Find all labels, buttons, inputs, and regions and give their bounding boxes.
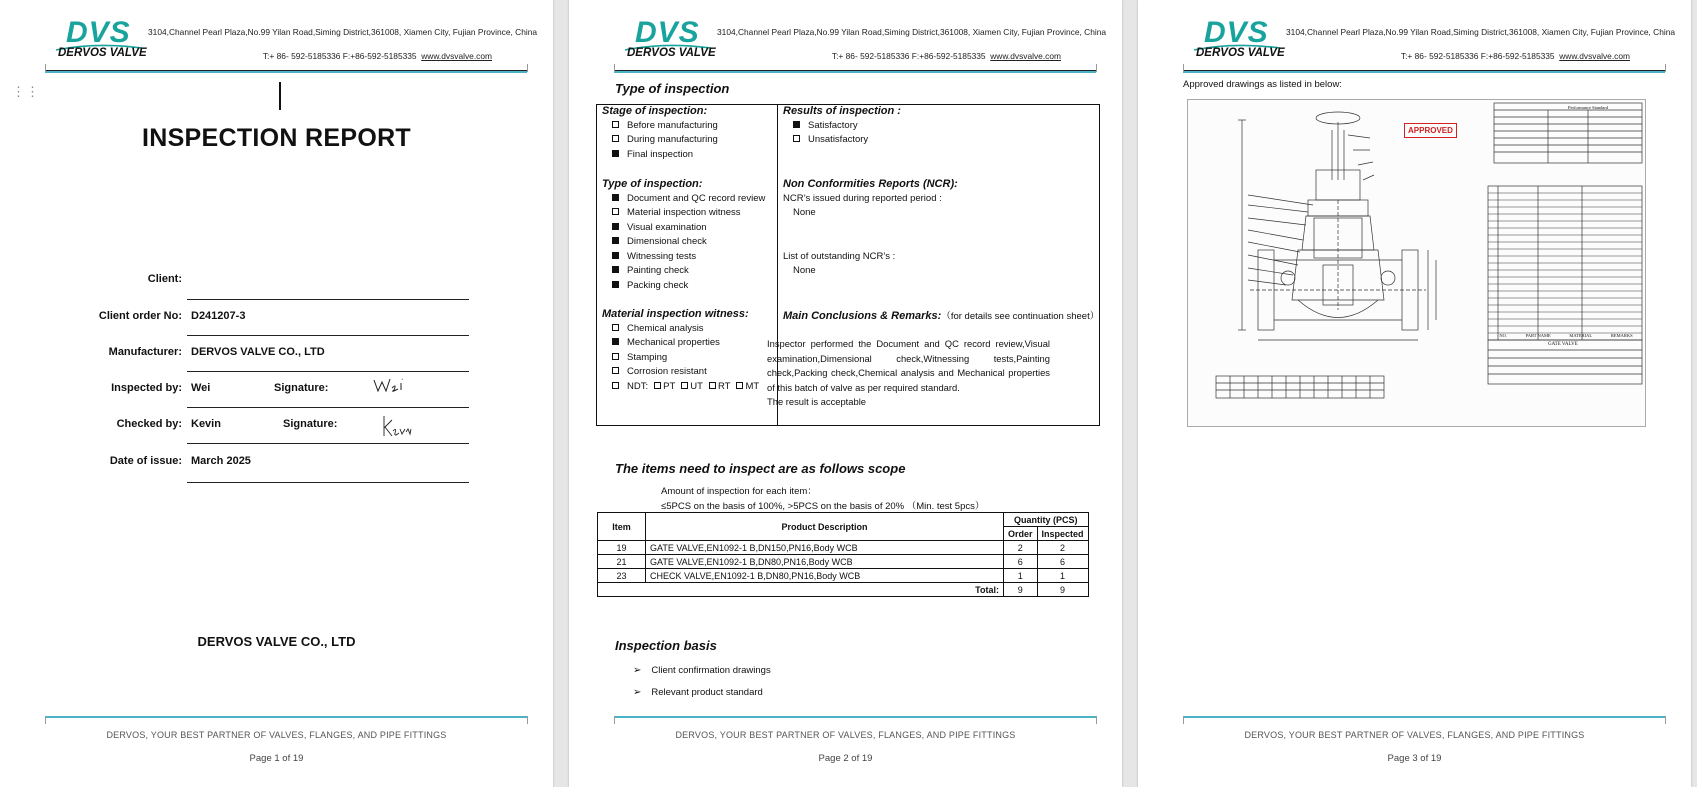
- margin-mark: [1096, 64, 1097, 72]
- margin-mark: [1183, 64, 1184, 72]
- ncr-outstanding-label: List of outstanding NCR’s :: [783, 251, 896, 262]
- ndt-option[interactable]: [612, 381, 759, 392]
- page-number: Page 3 of 19: [1387, 753, 1442, 764]
- margin-mark: [1665, 716, 1666, 724]
- field-underline: [187, 335, 469, 336]
- conclusion-result: The result is acceptable: [767, 396, 867, 407]
- checkbox-icon: [612, 353, 619, 360]
- checkbox-checked-icon: [612, 252, 619, 259]
- performance-table-title: Performance Standard: [1568, 105, 1609, 110]
- option-label: Stamping: [627, 352, 668, 363]
- footer-tagline: DERVOS, YOUR BEST PARTNER OF VALVES, FLANGES, AND PIPE FITTINGS: [675, 730, 1016, 740]
- checkbox-checked-icon: [793, 121, 800, 128]
- ncr-issued-label: NCR’s issued during reported period :: [783, 193, 942, 204]
- margin-mark: [1183, 716, 1184, 724]
- field-underline: [187, 482, 469, 483]
- checkbox-icon[interactable]: [681, 382, 688, 389]
- type-option[interactable]: [612, 265, 689, 276]
- total-order: 9: [1004, 583, 1038, 597]
- basis-text: Relevant product standard: [651, 687, 763, 698]
- page-number: Page 1 of 19: [249, 753, 304, 764]
- technical-drawing-image: [1188, 100, 1647, 428]
- material-option[interactable]: [612, 323, 704, 334]
- checkbox-icon: [612, 208, 619, 215]
- option-label: Material inspection witness: [627, 207, 741, 218]
- header-material: MATERIAL: [1569, 333, 1593, 338]
- checkbox-icon[interactable]: [709, 382, 716, 389]
- option-label: Chemical analysis: [627, 323, 704, 334]
- table-total-row: [598, 583, 1089, 597]
- type-heading: Type of inspection:: [602, 178, 703, 190]
- checkbox-icon: [793, 135, 800, 142]
- approved-stamp: APPROVED: [1404, 123, 1457, 138]
- manufacturer-label: Manufacturer:: [108, 346, 182, 358]
- header-remarks: REMARKS: [1610, 333, 1633, 338]
- checkbox-icon: [612, 324, 619, 331]
- parts-table-header: [1490, 333, 1642, 338]
- material-option[interactable]: [612, 337, 720, 348]
- date-value[interactable]: March 2025: [191, 455, 251, 467]
- field-underline: [187, 407, 469, 408]
- option-label: Painting check: [627, 265, 689, 276]
- order-value[interactable]: D241207-3: [191, 310, 246, 322]
- checkbox-checked-icon: [612, 223, 619, 230]
- page-2: [569, 0, 1122, 787]
- option-label: Before manufacturing: [627, 120, 718, 131]
- field-underline: [187, 299, 469, 300]
- cell-item: 21: [598, 555, 646, 569]
- total-inspected: 9: [1037, 583, 1088, 597]
- gate-valve-drawing[interactable]: [1187, 99, 1646, 427]
- header-address: 3104,Channel Pearl Plaza,No.99 Yilan Road,Siming District,361008, Xiamen City, Fujian Province, China: [1286, 27, 1676, 37]
- cell-description: GATE VALVE,EN1092-1 B,DN80,PN16,Body WCB: [646, 555, 1004, 569]
- cell-inspected: 2: [1037, 541, 1088, 555]
- logo-mark: DVS: [66, 16, 131, 49]
- checked-by-value[interactable]: Kevin: [191, 418, 221, 430]
- conclusion-body: [767, 337, 1050, 410]
- margin-mark: [1096, 716, 1097, 724]
- client-label: Client:: [147, 273, 182, 285]
- material-option[interactable]: [612, 366, 707, 377]
- website-link[interactable]: www.dvsvalve.com: [421, 51, 492, 61]
- manufacturer-value[interactable]: DERVOS VALVE CO., LTD: [191, 346, 325, 358]
- col-header-description: Product Description: [646, 513, 1004, 541]
- ncr-heading: Non Conformities Reports (NCR):: [783, 178, 958, 190]
- page-1: [0, 0, 553, 787]
- amount-line-2: ≤5PCS on the basis of 100%, >5PCS on the basis of 20% （Min. test 5pcs）: [661, 501, 985, 512]
- checkbox-checked-icon: [612, 338, 619, 345]
- type-option[interactable]: [612, 207, 741, 218]
- col-header-item: Item: [598, 513, 646, 541]
- checkbox-checked-icon: [612, 194, 619, 201]
- option-label: Packing check: [627, 280, 689, 291]
- checkbox-icon[interactable]: [654, 382, 661, 389]
- website-link[interactable]: www.dvsvalve.com: [1559, 51, 1630, 61]
- checkbox-icon: [612, 135, 619, 142]
- conclusion-title: Main Conclusions & Remarks:: [783, 310, 942, 322]
- margin-mark: [45, 716, 46, 724]
- cell-order: 1: [1004, 569, 1038, 583]
- material-heading: Material inspection witness:: [602, 308, 749, 320]
- signature-kevin: [380, 414, 416, 440]
- type-of-inspection-title: Type of inspection: [615, 81, 730, 96]
- table-row: [598, 555, 1089, 569]
- contact-phone: T:+ 86- 592-5185336 F:+86-592-5185335: [1400, 51, 1555, 61]
- results-heading: Results of inspection :: [783, 105, 901, 117]
- cell-item: 19: [598, 541, 646, 555]
- basis-text: Client confirmation drawings: [651, 665, 771, 676]
- option-label: Visual examination: [627, 222, 707, 233]
- cell-order: 6: [1004, 555, 1038, 569]
- type-option[interactable]: [612, 236, 707, 247]
- checkbox-icon[interactable]: [736, 382, 743, 389]
- type-option[interactable]: [612, 251, 696, 262]
- basis-item: [633, 687, 763, 698]
- ndt-mt-label: MT: [745, 381, 760, 392]
- arrow-bullet-icon: ➢: [633, 687, 642, 698]
- ndt-rt-label: RT: [717, 381, 731, 392]
- header-part-name: PART NAME: [1525, 333, 1551, 338]
- page-3: [1138, 0, 1691, 787]
- header-contact: [1401, 51, 1630, 61]
- header-no: NO.: [1499, 333, 1507, 338]
- header-rule: [614, 71, 1096, 73]
- scope-table: [597, 512, 1089, 597]
- cell-order: 2: [1004, 541, 1038, 555]
- field-underline: [187, 443, 469, 444]
- contact-phone: T:+ 86- 592-5185336 F:+86-592-5185335: [831, 51, 986, 61]
- header-contact: [263, 51, 492, 61]
- checkbox-checked-icon: [612, 150, 619, 157]
- footer-rule: [45, 716, 527, 718]
- option-label: Corrosion resistant: [627, 366, 707, 377]
- page-header: [0, 0, 553, 80]
- option-label: Mechanical properties: [627, 337, 720, 348]
- arrow-bullet-icon: ➢: [633, 665, 642, 676]
- material-option[interactable]: [612, 352, 667, 363]
- logo-mark: DVS: [1204, 16, 1269, 49]
- option-label: Document and QC record review: [627, 193, 766, 204]
- header-address: 3104,Channel Pearl Plaza,No.99 Yilan Road,Siming District,361008, Xiamen City, Fujian Province, China: [148, 27, 538, 37]
- cell-description: CHECK VALVE,EN1092-1 B,DN80,PN16,Body WCB: [646, 569, 1004, 583]
- header-contact: [832, 51, 1061, 61]
- cell-inspected: 1: [1037, 569, 1088, 583]
- checkbox-checked-icon: [612, 237, 619, 244]
- inspected-by-label: Inspected by:: [111, 382, 182, 394]
- conclusion-heading: [783, 308, 1099, 322]
- checked-by-label: Checked by:: [116, 418, 182, 430]
- type-option[interactable]: [612, 193, 765, 204]
- margin-mark: [614, 716, 615, 724]
- basis-item: [633, 665, 771, 676]
- table-row: [598, 569, 1089, 583]
- order-label: Client order No:: [98, 310, 182, 322]
- report-title: INSPECTION REPORT: [141, 124, 412, 152]
- option-label: Unsatisfactory: [808, 134, 869, 145]
- col-header-order: Order: [1004, 527, 1038, 541]
- contact-phone: T:+ 86- 592-5185336 F:+86-592-5185335: [262, 51, 417, 61]
- result-option[interactable]: [793, 134, 868, 145]
- footer-tagline: DERVOS, YOUR BEST PARTNER OF VALVES, FLANGES, AND PIPE FITTINGS: [1244, 730, 1585, 740]
- drag-handle-icon[interactable]: ⋮⋮: [12, 84, 40, 99]
- option-label: Witnessing tests: [627, 251, 697, 262]
- option-label: Final inspection: [627, 149, 694, 160]
- total-label: Total:: [598, 583, 1004, 597]
- company-logo: [625, 16, 716, 60]
- header-rule: [1183, 71, 1665, 73]
- margin-mark: [527, 64, 528, 72]
- approved-drawings-note: Approved drawings as listed in below:: [1183, 79, 1342, 90]
- col-header-quantity: Quantity (PCS): [1004, 513, 1089, 527]
- page-number: Page 2 of 19: [818, 753, 873, 764]
- stage-option[interactable]: [612, 120, 718, 131]
- ncr-issued-value: None: [793, 207, 816, 218]
- footer-tagline: DERVOS, YOUR BEST PARTNER OF VALVES, FLANGES, AND PIPE FITTINGS: [106, 730, 447, 740]
- checkbox-icon: [612, 367, 619, 374]
- drawing-title: GATE VALVE: [1548, 342, 1578, 347]
- stage-option[interactable]: [612, 149, 693, 160]
- website-link[interactable]: www.dvsvalve.com: [990, 51, 1061, 61]
- ndt-label: NDT:: [627, 381, 649, 392]
- ndt-pt-label: PT: [663, 381, 676, 392]
- checkbox-checked-icon: [612, 281, 619, 288]
- conclusion-text: Inspector performed the Document and QC record review,Visual examination,Dimensional check,Witnessing tests,Painting check,Packing check,Chemical analysis and Mechanical properties of this batch of valve as per required standard.: [767, 338, 1050, 393]
- signature-wei: [372, 374, 408, 396]
- result-option[interactable]: [793, 120, 858, 131]
- scope-title: The items need to inspect are as follows scope: [615, 461, 906, 476]
- logo-text: DERVOS VALVE: [627, 47, 716, 59]
- logo-text: DERVOS VALVE: [1196, 47, 1285, 59]
- option-label: Dimensional check: [627, 236, 707, 247]
- option-label: During manufacturing: [627, 134, 718, 145]
- margin-mark: [527, 716, 528, 724]
- ndt-ut-label: UT: [690, 381, 703, 392]
- basis-title: Inspection basis: [615, 638, 717, 653]
- option-label: Satisfactory: [808, 120, 858, 131]
- text-cursor: [279, 82, 281, 110]
- cell-description: GATE VALVE,EN1092-1 B,DN150,PN16,Body WCB: [646, 541, 1004, 555]
- footer-rule: [1183, 716, 1665, 718]
- table-row: [598, 541, 1089, 555]
- signature-label: Signature:: [274, 382, 329, 394]
- company-logo: [56, 16, 147, 60]
- inspected-by-value[interactable]: Wei: [191, 382, 211, 394]
- signature-label: Signature:: [283, 418, 338, 430]
- cell-inspected: 6: [1037, 555, 1088, 569]
- ncr-outstanding-value: None: [793, 265, 816, 276]
- stage-option[interactable]: [612, 134, 718, 145]
- margin-mark: [45, 64, 46, 72]
- page-header: [1138, 0, 1691, 80]
- field-underline: [187, 371, 469, 372]
- logo-text: DERVOS VALVE: [58, 47, 147, 59]
- col-header-inspected: Inspected: [1037, 527, 1088, 541]
- page-header: [569, 0, 1122, 80]
- amount-line-1: Amount of inspection for each item：: [661, 486, 817, 497]
- margin-mark: [1665, 64, 1666, 72]
- checkbox-checked-icon: [612, 266, 619, 273]
- type-option[interactable]: [612, 280, 688, 291]
- header-rule: [45, 71, 527, 73]
- checkbox-icon: [612, 121, 619, 128]
- company-name: DERVOS VALVE CO., LTD: [197, 634, 356, 649]
- checkbox-icon: [612, 382, 619, 389]
- footer-rule: [614, 716, 1096, 718]
- date-label: Date of issue:: [109, 455, 182, 467]
- margin-mark: [614, 64, 615, 72]
- cell-item: 23: [598, 569, 646, 583]
- company-logo: [1194, 16, 1285, 60]
- conclusion-note: （for details see continuation sheet）: [941, 311, 1100, 322]
- header-address: 3104,Channel Pearl Plaza,No.99 Yilan Road,Siming District,361008, Xiamen City, Fujian Province, China: [717, 27, 1107, 37]
- logo-mark: DVS: [635, 16, 700, 49]
- stage-heading: Stage of inspection:: [602, 105, 708, 117]
- type-option[interactable]: [612, 222, 707, 233]
